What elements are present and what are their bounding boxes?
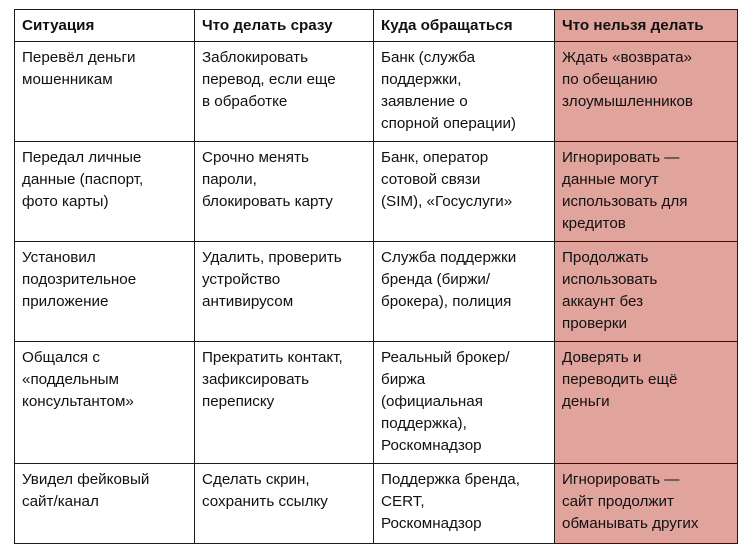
cell-what-not-to-do: Продолжать использовать аккаунт без проверки bbox=[555, 242, 738, 342]
table-row bbox=[15, 242, 738, 342]
cell-what-not-to-do: Ждать «возврата» по обещанию злоумышленников bbox=[555, 42, 738, 142]
cell-situation: Увидел фейковый сайт/канал bbox=[15, 464, 195, 544]
table-row bbox=[15, 464, 738, 544]
cell-immediate-action: Удалить, проверить устройство антивирусом bbox=[195, 242, 374, 342]
header-row bbox=[15, 10, 738, 42]
cell-situation: Установил подозрительное приложение bbox=[15, 242, 195, 342]
fraud-actions-table bbox=[14, 9, 738, 544]
header-situation: Ситуация bbox=[15, 10, 195, 42]
header-where-to-contact: Куда обращаться bbox=[374, 10, 555, 42]
cell-situation: Перевёл деньги мошенникам bbox=[15, 42, 195, 142]
table-row bbox=[15, 342, 738, 464]
header-immediate-action: Что делать сразу bbox=[195, 10, 374, 42]
cell-where-to-contact: Поддержка бренда, CERT, Роскомнадзор bbox=[374, 464, 555, 544]
cell-where-to-contact: Банк, оператор сотовой связи (SIM), «Госуслуги» bbox=[374, 142, 555, 242]
cell-immediate-action: Срочно менять пароли, блокировать карту bbox=[195, 142, 374, 242]
cell-where-to-contact: Банк (служба поддержки, заявление о спорной операции) bbox=[374, 42, 555, 142]
cell-what-not-to-do: Игнорировать — сайт продолжит обманывать других bbox=[555, 464, 738, 544]
cell-what-not-to-do: Игнорировать — данные могут использовать для кредитов bbox=[555, 142, 738, 242]
cell-what-not-to-do: Доверять и переводить ещё деньги bbox=[555, 342, 738, 464]
cell-immediate-action: Сделать скрин, сохранить ссылку bbox=[195, 464, 374, 544]
table-row bbox=[15, 42, 738, 142]
table-row bbox=[15, 142, 738, 242]
cell-immediate-action: Прекратить контакт, зафиксировать переписку bbox=[195, 342, 374, 464]
cell-situation: Передал личные данные (паспорт, фото карты) bbox=[15, 142, 195, 242]
cell-situation: Общался с «поддельным консультантом» bbox=[15, 342, 195, 464]
cell-where-to-contact: Служба поддержки бренда (биржи/ брокера), полиция bbox=[374, 242, 555, 342]
header-what-not-to-do: Что нельзя делать bbox=[555, 10, 738, 42]
cell-where-to-contact: Реальный брокер/ биржа (официальная поддержка), Роскомнадзор bbox=[374, 342, 555, 464]
cell-immediate-action: Заблокировать перевод, если еще в обработке bbox=[195, 42, 374, 142]
